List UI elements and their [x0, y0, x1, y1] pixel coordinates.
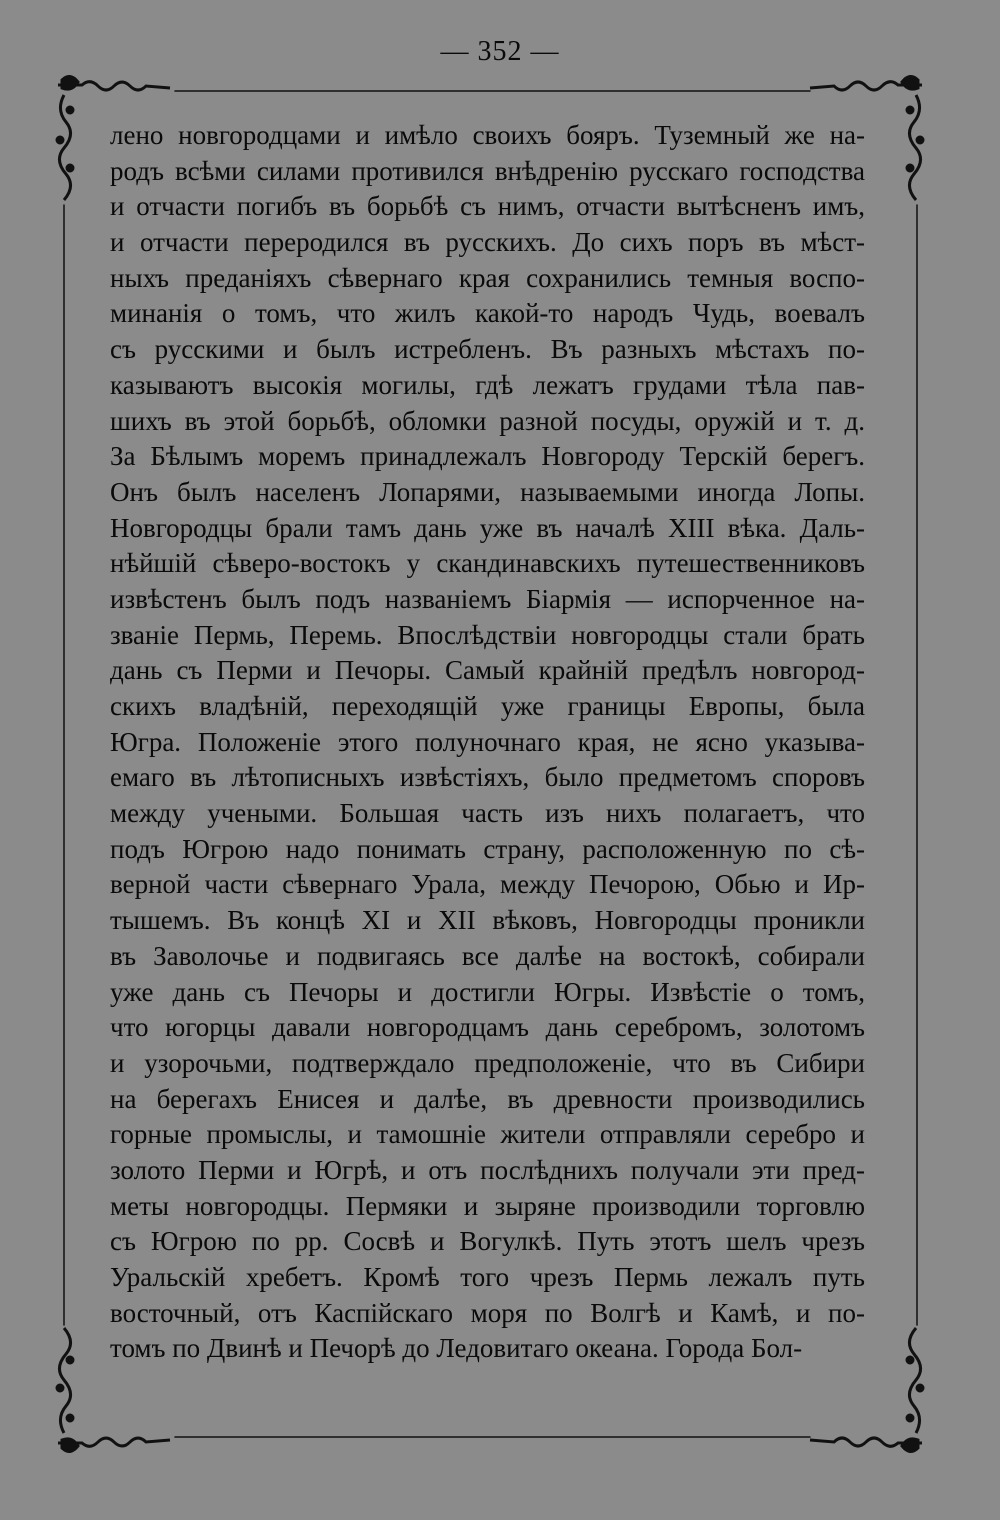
body-text	[110, 118, 865, 1367]
text-line: Югра. Положеніе этого полуночнаго края, не ясно указыва-	[110, 726, 865, 757]
text-line: извѣстенъ былъ подъ названіемъ Біармія — испорченное на-	[110, 583, 865, 614]
text-line: съ русскими и былъ истребленъ. Въ разныхъ мѣстахъ по-	[110, 334, 865, 365]
text-line: съ Югрою по рр. Сосвѣ и Вогулкѣ. Путь этотъ шелъ чрезъ	[110, 1226, 865, 1257]
page-number: — 352 —	[440, 36, 560, 67]
text-line: подъ Югрою надо понимать страну, расположенную по сѣ-	[110, 833, 865, 864]
text-line: что югорцы давали новгородцамъ дань серебромъ, золотомъ	[110, 1012, 865, 1043]
text-line: дань съ Перми и Печоры. Самый крайній предѣлъ новгород-	[110, 655, 865, 686]
text-line: Новгородцы брали тамъ дань уже въ началѣ XIII вѣка. Даль-	[110, 512, 865, 543]
text-line: За Бѣлымъ моремъ принадлежалъ Новгороду Терскій берегъ.	[110, 441, 865, 472]
text-line: горные промыслы, и тамошніе жители отправляли серебро и	[110, 1119, 865, 1150]
text-line: родъ всѣми силами противился внѣдренію русскаго господства	[110, 155, 865, 186]
text-line: томъ по Двинѣ и Печорѣ до Ледовитаго океана. Города Бол-	[110, 1333, 803, 1364]
text-line: между учеными. Большая часть изъ нихъ полагаетъ, что	[110, 798, 865, 829]
text-line: емаго въ лѣтописныхъ извѣстіяхъ, было предметомъ споровъ	[110, 762, 865, 793]
text-line: минанія о томъ, что жилъ какой-то народъ Чудь, воевалъ	[110, 298, 865, 329]
text-line: лено новгородцами и имѣло своихъ бояръ. Туземный же на-	[110, 120, 865, 150]
text-line: шихъ въ этой борьбѣ, обломки разной посуды, оружій и т. д.	[110, 405, 865, 436]
text-line: казываютъ высокія могилы, гдѣ лежатъ грудами тѣла пав-	[110, 369, 865, 400]
text-line: и узорочьми, подтверждало предположеніе, что въ Сибири	[110, 1047, 865, 1078]
text-line: Онъ былъ населенъ Лопарями, называемыми иногда Лопы.	[110, 476, 865, 507]
text-line: восточный, отъ Каспійскаго моря по Волгѣ и Камѣ, и по-	[110, 1297, 865, 1328]
text-line: на берегахъ Енисея и далѣе, въ древности производились	[110, 1083, 865, 1114]
text-line: тышемъ. Въ концѣ XI и XII вѣковъ, Новгородцы проникли	[110, 905, 865, 936]
text-line: въ Заволочье и подвигаясь все далѣе на востокѣ, собирали	[110, 940, 865, 971]
text-line: нѣйшій сѣверо-востокъ у скандинавскихъ путешественниковъ	[110, 548, 865, 579]
text-line: верной части сѣвернаго Урала, между Печорою, Обью и Ир-	[110, 869, 865, 900]
text-line: и отчасти переродился въ русскихъ. До сихъ поръ въ мѣст-	[110, 227, 865, 258]
text-line: меты новгородцы. Пермяки и зыряне производили торговлю	[110, 1190, 865, 1221]
text-line: званіе Пермь, Перемь. Впослѣдствіи новгородцы стали брать	[110, 619, 865, 650]
text-line: ныхъ преданіяхъ сѣвернаго края сохранились темныя воспо-	[110, 262, 865, 293]
text-line: скихъ владѣній, переходящій уже границы Европы, была	[110, 691, 865, 721]
text-line: и отчасти погибъ въ борьбѣ съ нимъ, отчасти вытѣсненъ имъ,	[110, 191, 865, 222]
text-line: уже дань съ Печоры и достигли Югры. Извѣстіе о томъ,	[110, 976, 865, 1007]
text-line: Уральскій хребетъ. Кромѣ того чрезъ Пермь лежалъ путь	[110, 1262, 865, 1292]
text-line: золото Перми и Югрѣ, и отъ послѣднихъ получали эти пред-	[110, 1154, 865, 1185]
